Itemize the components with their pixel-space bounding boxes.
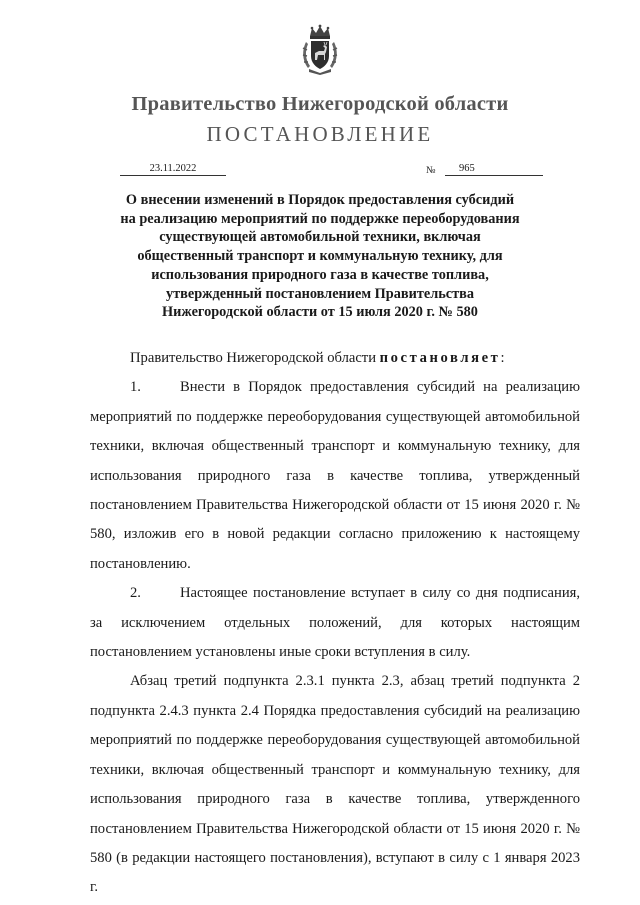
subject-line: использования природного газа в качестве топлива,: [151, 266, 489, 283]
item-2-number: 2.: [130, 585, 141, 602]
item-2-paragraph: [90, 579, 580, 667]
item-1-number: 1.: [130, 379, 141, 396]
subject-line: на реализацию мероприятий по поддержке переоборудования: [120, 210, 520, 227]
document-body: [90, 344, 580, 903]
item-1-text: Внести в Порядок предоставления субсидий на реализацию мероприятий по поддержке переоборудования существующей автомобильной техники, включая общественный транспорт и коммунальную технику, для использования природного газа в качестве топлива, утвержденный постановлением Правительства Нижегородской области от 15 июня 2020 г. № 580, изложив его в новой редакции согласно приложению к настоящему постановлению.: [90, 379, 580, 572]
document-type: ПОСТАНОВЛЕНИЕ: [206, 122, 434, 146]
intro-verb: постановляет: [379, 350, 501, 366]
document-date: 23.11.2022: [120, 163, 226, 176]
intro-paragraph: [90, 344, 580, 373]
intro-suffix: :: [500, 350, 505, 366]
subject-line: общественный транспорт и коммунальную технику, для: [137, 248, 503, 265]
coat-of-arms-icon: [300, 24, 340, 76]
item-1-paragraph: [90, 373, 580, 579]
subject-line: О внесении изменений в Порядок предоставления субсидий: [125, 192, 515, 208]
document-number: 965: [445, 163, 543, 176]
item-2-text: Настоящее постановление вступает в силу со дня подписания, за исключением отдельных положений, для которых настоящим постановлением установлены иные сроки вступления в силу.: [90, 585, 580, 661]
document-subject: [90, 191, 550, 322]
paragraph-3: Абзац третий подпункта 2.3.1 пункта 2.3, абзац третий подпункта 2 подпункта 2.4.3 пункта 2.4 Порядка предоставления субсидий на реализацию мероприятий по поддержке переоборудования существующей автомобильной техники, включая общественный транспорт и коммунальную технику, для использования природного газа в качестве топлива, утвержденного постановлением Правительства Нижегородской области от 15 июня 2020 г. № 580 (в редакции настоящего постановления), вступают в силу с 1 января 2023 г.: [90, 673, 580, 896]
number-sign: №: [426, 165, 436, 176]
subject-line: существующей автомобильной техники, включая: [159, 229, 481, 246]
subject-line: утвержденный постановлением Правительства: [165, 285, 475, 302]
organization-title: Правительство Нижегородской области: [131, 93, 509, 115]
subject-line: Нижегородской области от 15 июля 2020 г. № 580: [162, 304, 478, 321]
intro-prefix: Правительство Нижегородской области: [130, 350, 380, 366]
